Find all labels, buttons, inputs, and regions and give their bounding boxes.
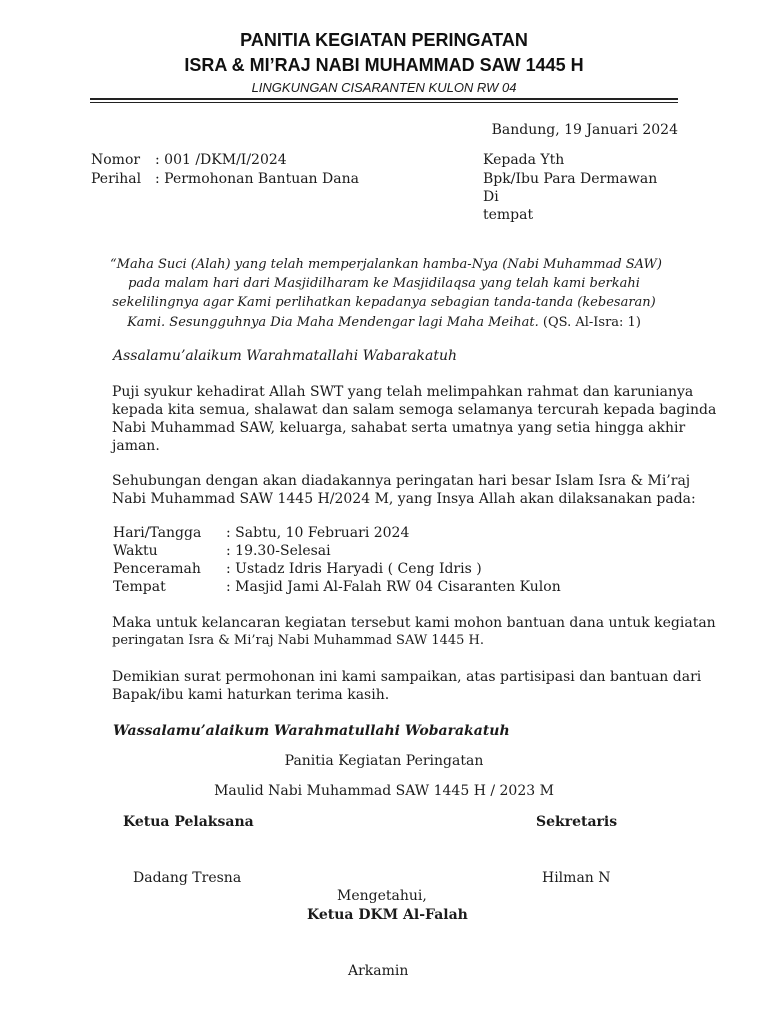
paragraph-line: Nabi Muhammad SAW 1445 H/2024 M, yang Insya Allah akan dilaksanakan pada: xyxy=(112,491,696,507)
closing-salutation: Wassalamu’alaikum Warahmatullahi Wobarakatuh xyxy=(113,723,510,739)
acknowledge-title: Ketua DKM Al-Falah xyxy=(307,907,468,923)
header-rule-thick xyxy=(90,98,678,100)
quote-line: sekelilingnya agar Kami perlihatkan kepadanya sebagian tanda-tanda (kebesaran) xyxy=(112,295,656,310)
recipient-line: Di xyxy=(483,189,499,205)
paragraph-line: Bapak/ibu kami haturkan terima kasih. xyxy=(112,687,390,703)
detail-label: Penceramah xyxy=(113,561,201,577)
recipient-line: Bpk/Ibu Para Dermawan xyxy=(483,171,658,187)
letter-date: Bandung, 19 Januari 2024 xyxy=(491,122,678,138)
detail-value: : Sabtu, 10 Februari 2024 xyxy=(226,525,410,541)
paragraph-3 xyxy=(112,614,716,650)
perihal-value: : Permohonan Bantuan Dana xyxy=(155,171,359,187)
nomor-label: Nomor xyxy=(91,152,141,168)
paragraph-line: Maka untuk kelancaran kegiatan tersebut kami mohon bantuan dana untuk kegiatan xyxy=(112,615,716,631)
acknowledge-label: Mengetahui, xyxy=(337,888,427,904)
quote-citation: (QS. Al-Isra: 1) xyxy=(542,315,641,330)
letterhead-subtitle: LINGKUNGAN CISARANTEN KULON RW 04 xyxy=(251,80,517,95)
paragraph-1 xyxy=(112,383,717,455)
detail-label: Tempat xyxy=(113,579,166,595)
quote-line: Kami. Sesungguhnya Dia Maha Mendengar lagi Maha Meihat. xyxy=(127,315,539,330)
committee-name: Panitia Kegiatan Peringatan xyxy=(284,753,484,769)
paragraph-line: Demikian surat permohonan ini kami sampaikan, atas partisipasi dan bantuan dari xyxy=(112,669,702,685)
detail-value: : Ustadz Idris Haryadi ( Ceng Idris ) xyxy=(226,561,482,577)
paragraph-4 xyxy=(112,668,702,704)
signature-left-title: Ketua Pelaksana xyxy=(123,814,254,830)
paragraph-line: Sehubungan dengan akan diadakannya peringatan hari besar Islam Isra & Mi’raj xyxy=(112,473,691,489)
paragraph-line: Puji syukur kehadirat Allah SWT yang telah melimpahkan rahmat dan karunianya xyxy=(112,384,694,400)
paragraph-2 xyxy=(112,472,696,508)
detail-label: Hari/Tangga xyxy=(113,525,202,541)
recipient-line: tempat xyxy=(483,207,534,223)
greeting: Assalamu’alaikum Warahmatallahi Wabarakatuh xyxy=(113,348,458,364)
detail-label: Waktu xyxy=(113,543,158,559)
nomor-value: : 001 /DKM/I/2024 xyxy=(155,152,287,168)
quote-last-line xyxy=(110,315,658,330)
quote-line: “Maha Suci (Alah) yang telah memperjalankan hamba-Nya (Nabi Muhammad SAW) xyxy=(110,257,662,272)
signature-right-name: Hilman N xyxy=(542,870,611,886)
perihal-label: Perihal xyxy=(91,171,142,187)
paragraph-line: peringatan Isra & Mi’raj Nabi Muhammad SAW 1445 H. xyxy=(112,633,484,648)
paragraph-line: kepada kita semua, shalawat dan salam semoga selamanya tercurah kepada baginda xyxy=(112,402,717,418)
detail-value: : 19.30-Selesai xyxy=(226,543,331,559)
paragraph-line: Nabi Muhammad SAW, keluarga, sahabat serta umatnya yang setia hingga akhir xyxy=(112,420,686,436)
paragraph-line: jaman. xyxy=(112,438,160,454)
signature-left-name: Dadang Tresna xyxy=(133,870,242,886)
letterhead-title-line2: ISRA & MI’RAJ NABI MUHAMMAD SAW 1445 H xyxy=(184,55,584,75)
committee-event: Maulid Nabi Muhammad SAW 1445 H / 2023 M xyxy=(214,783,554,799)
header-rule-thin xyxy=(90,102,678,103)
signature-right-title: Sekretaris xyxy=(536,814,618,830)
recipient-line: Kepada Yth xyxy=(483,152,565,168)
detail-value: : Masjid Jami Al-Falah RW 04 Cisaranten Kulon xyxy=(226,579,561,595)
acknowledge-name: Arkamin xyxy=(348,963,409,979)
quote-line: pada malam hari dari Masjidilharam ke Masjidilaqsa yang telah kami berkahi xyxy=(128,276,640,291)
letterhead-title-line1: PANITIA KEGIATAN PERINGATAN xyxy=(240,30,528,50)
